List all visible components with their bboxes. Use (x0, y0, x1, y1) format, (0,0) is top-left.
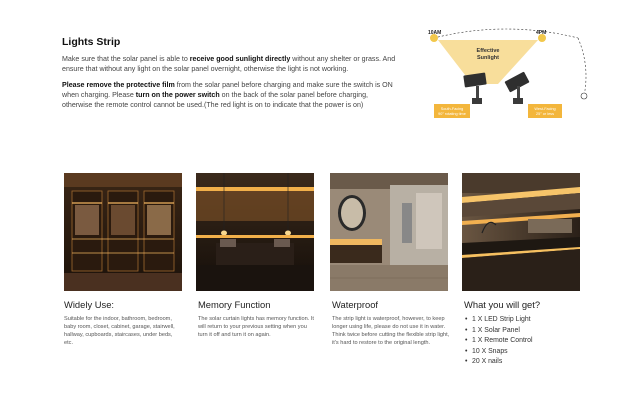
kitchen-photo (462, 173, 580, 291)
svg-text:South-Facing: South-Facing (440, 107, 464, 111)
bathroom-photo (330, 173, 448, 291)
instructions-block (62, 36, 397, 110)
effective-sunlight-label: Effective (476, 48, 500, 54)
widely-use-column (64, 299, 182, 347)
list-item: • 1 X Remote Control (464, 336, 582, 347)
svg-text:90° rotating time: 90° rotating time (438, 112, 466, 116)
package-contents-column (464, 299, 582, 368)
waterproof-text: The strip light is waterproof, however, to keep longer using life, please do not use it in water. Think twice before cutting the flexible strip light, it's hard to restore to the original length. (332, 316, 450, 346)
moon-icon (581, 93, 587, 99)
memory-function-title: Memory Function (198, 299, 271, 310)
photo-row (64, 173, 579, 293)
time-left-label: 10AM (428, 30, 442, 36)
section-title: Lights Strip (62, 36, 121, 48)
widely-use-title: Widely Use: (64, 299, 115, 310)
solar-panel-left-icon (463, 73, 486, 104)
solar-panel-right-icon (504, 72, 529, 104)
list-item: • 20 X nails (464, 357, 582, 368)
closet-photo (64, 173, 182, 291)
list-item: • 1 X LED Strip Light (464, 315, 582, 326)
sunlight-diagram-graphic (420, 26, 592, 122)
waterproof-title: Waterproof (332, 299, 379, 310)
list-item: • 1 X Solar Panel (464, 326, 582, 337)
svg-text:West-Facing: West-Facing (534, 107, 556, 111)
svg-text:25° or less: 25° or less (536, 112, 554, 116)
bedroom-photo (196, 173, 314, 291)
memory-function-column (198, 299, 316, 339)
sunlight-diagram (420, 26, 592, 122)
protective-film-paragraph: Please remove the protective film from the solar panel before charging and make sure the switch is ON when charging. Please turn on the power switch on the back of the solar panel before charging, otherwise the remote control cannot be used.(The red light is on to indicate that the power is on) (62, 81, 393, 109)
package-contents-title: What you will get? (464, 299, 541, 310)
memory-function-text: The solar curtain lights has memory function. It will return to your previous setting when you turn it off and turn it on again. (198, 316, 314, 338)
package-contents-list (464, 315, 582, 368)
svg-text:Sunlight: Sunlight (477, 55, 499, 61)
widely-use-text: Suitable for the indoor, bathroom, bedroom, baby room, closet, cabinet, garage, stairwell, hallway, cupboards, staircases, under beds, etc. (64, 316, 175, 346)
sunlight-paragraph: Make sure that the solar panel is able to receive good sunlight directly without any shelter or grass. And ensure that without any light on the solar panel overnight, otherwise the light is not working. (62, 55, 396, 73)
waterproof-column (332, 299, 450, 347)
list-item: • 10 X Snaps (464, 347, 582, 358)
time-right-label: 4PM (536, 30, 547, 36)
